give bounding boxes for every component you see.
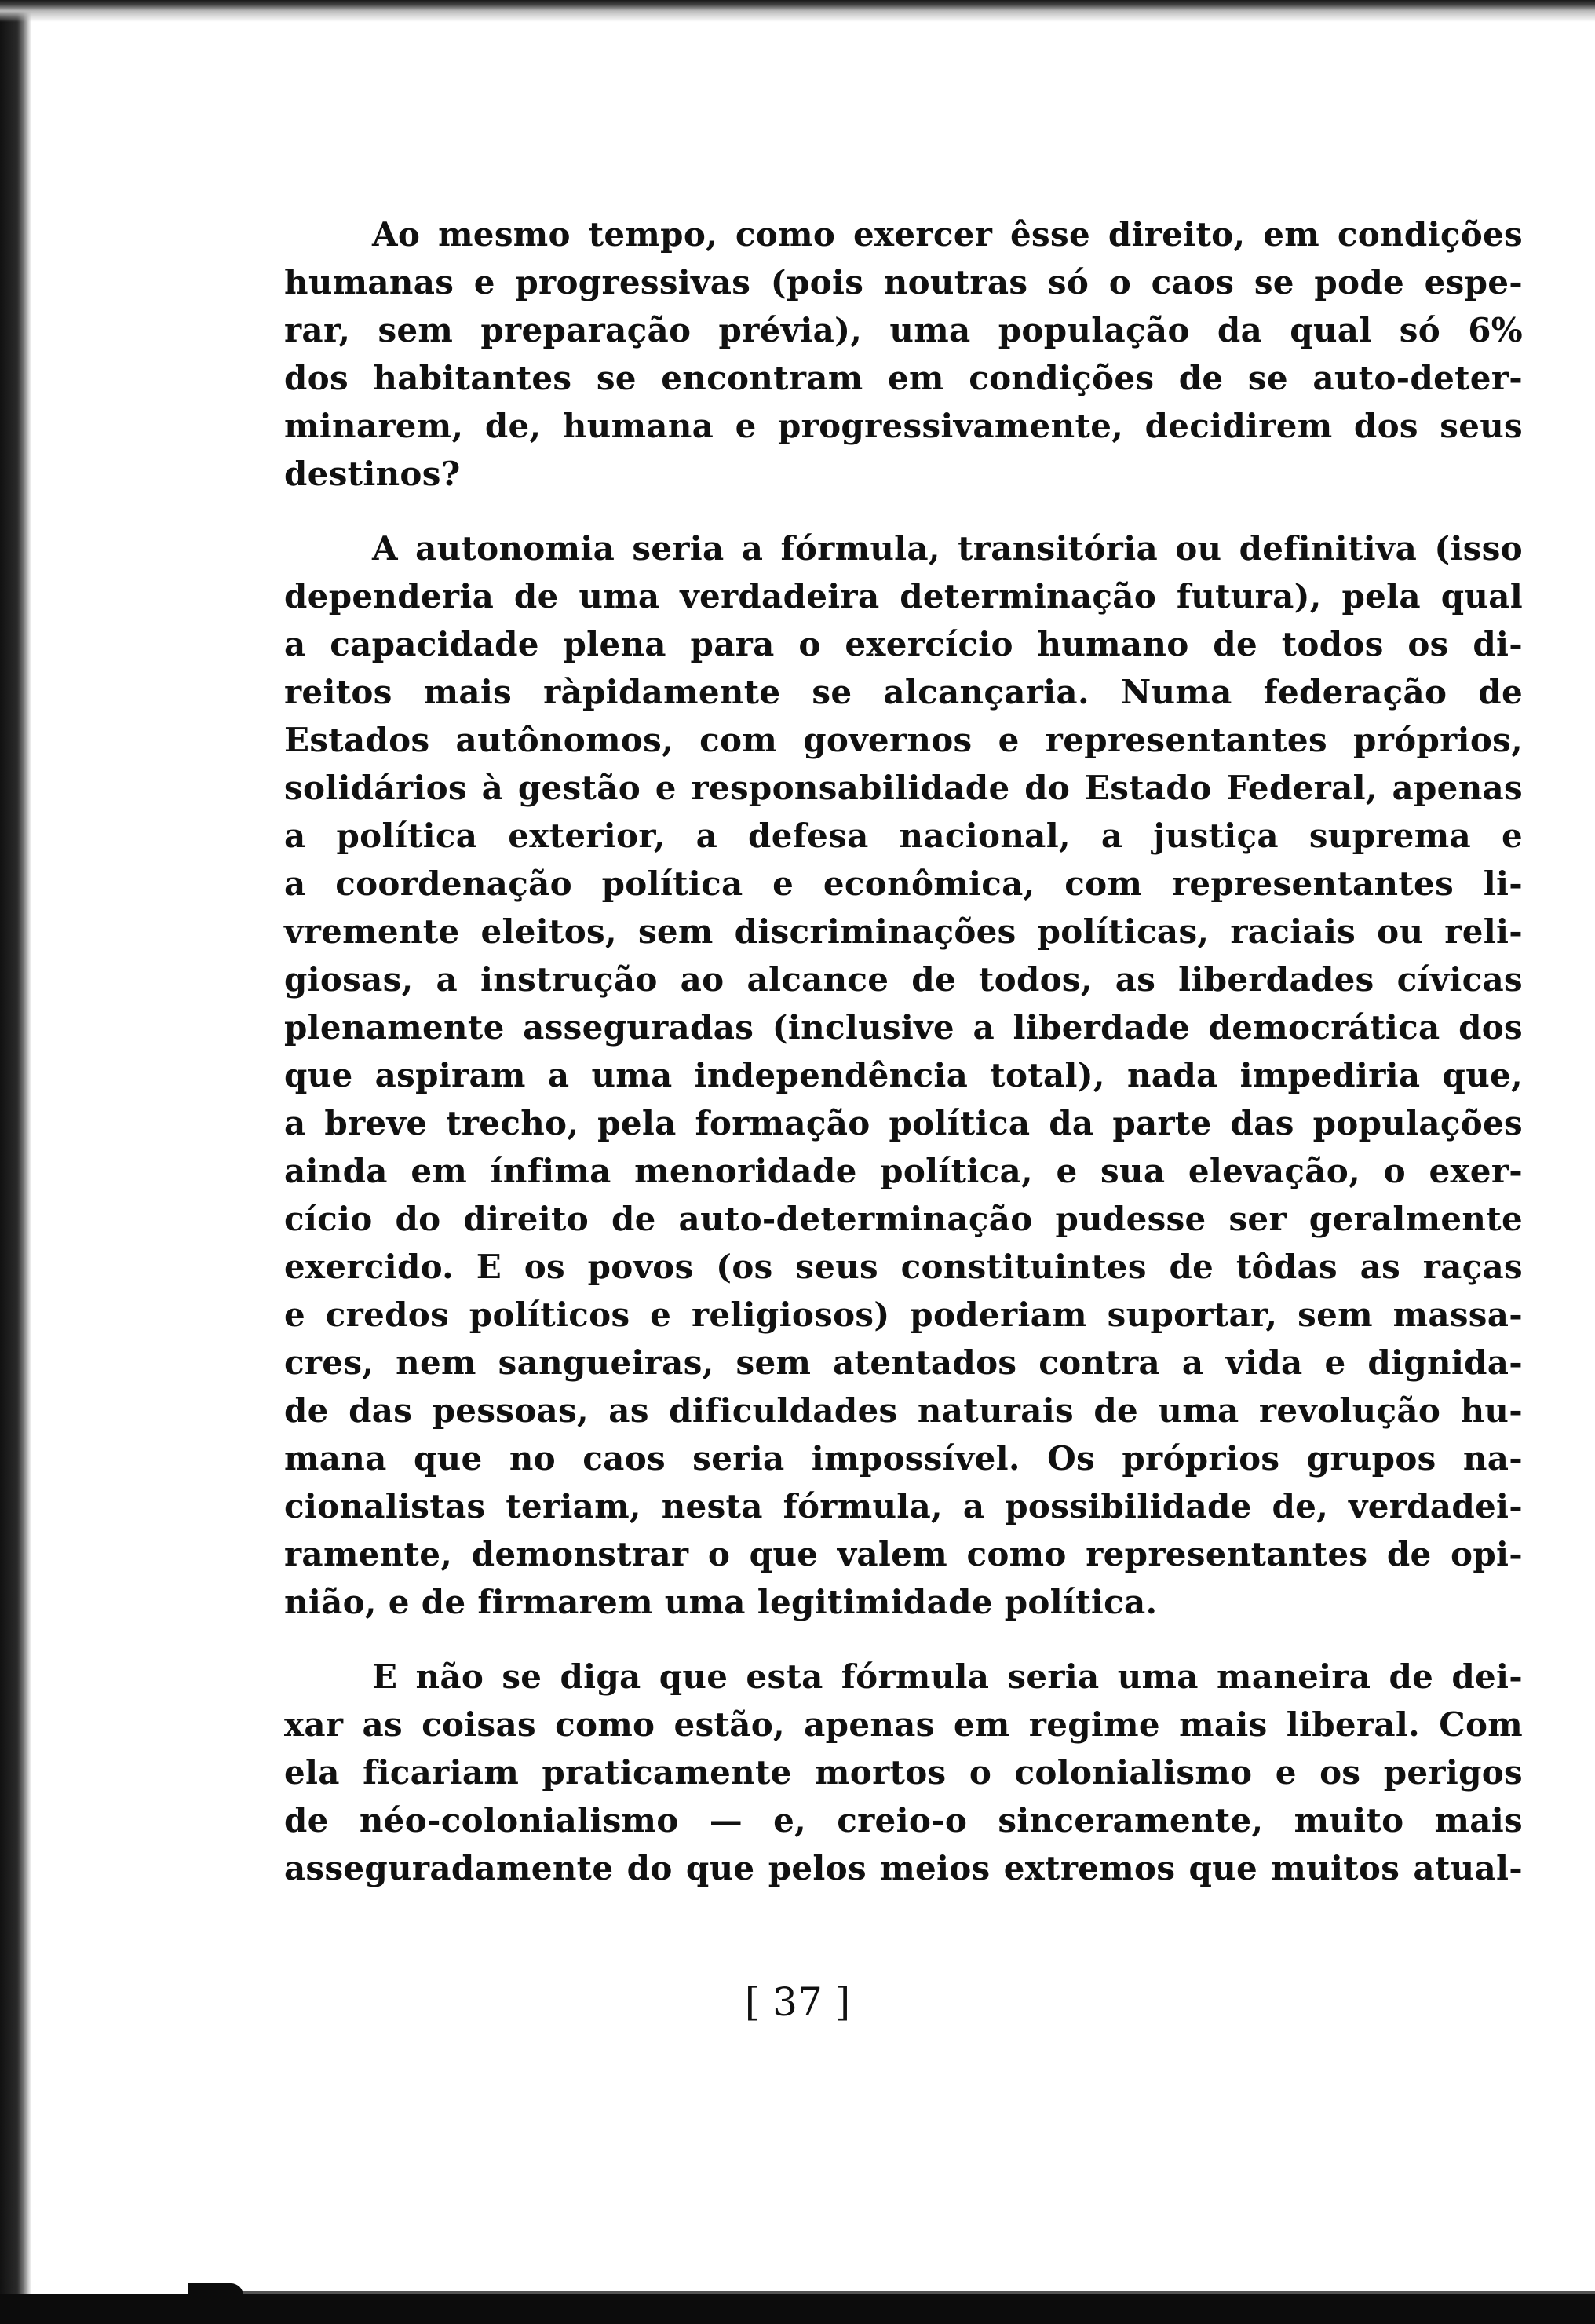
text-line: reitos mais ràpidamente se alcançaria. Numa federação de (284, 673, 1523, 711)
scan-left-edge (0, 0, 31, 2324)
text-line: ela ficariam praticamente mortos o colonialismo e os perigos (284, 1753, 1523, 1792)
text-line: minarem, de, humana e progressivamente, decidirem dos seus (284, 407, 1523, 445)
text-line: cionalistas teriam, nesta fórmula, a possibilidade de, verdadei- (284, 1487, 1523, 1526)
text-line: rar, sem preparação prévia), uma população da qual só 6% (284, 311, 1523, 349)
text-line: a coordenação política e econômica, com representantes li- (284, 864, 1523, 903)
text-line: de das pessoas, as dificuldades naturais de uma revolução hu- (284, 1391, 1523, 1430)
text-line: solidários à gestão e responsabilidade do Estado Federal, apenas (284, 769, 1523, 807)
text-line: A autonomia seria a fórmula, transitória ou definitiva (isso (372, 529, 1523, 568)
text-line: mana que no caos seria impossível. Os próprios grupos na- (284, 1439, 1523, 1478)
text-line: dependeria de uma verdadeira determinação futura), pela qual (284, 577, 1523, 616)
text-line: Estados autônomos, com governos e representantes próprios, (284, 721, 1523, 759)
paragraph-3 (284, 1653, 1523, 1892)
text-line: humanas e progressivas (pois noutras só o caos se pode espe- (284, 263, 1523, 301)
text-line: ramente, demonstrar o que valem como representantes de opi- (284, 1535, 1523, 1573)
text-line: nião, e de firmarem uma legitimidade política. (284, 1583, 1158, 1621)
scan-bottom-edge (0, 2277, 1595, 2324)
body-text (284, 210, 1523, 1919)
text-line: cres, nem sangueiras, sem atentados contra a vida e dignida- (284, 1343, 1523, 1382)
paragraph-1 (284, 210, 1523, 498)
text-line: vremente eleitos, sem discriminações políticas, raciais ou reli- (284, 912, 1523, 951)
text-line: exercido. E os povos (os seus constituintes de tôdas as raças (284, 1248, 1523, 1286)
paragraph-2 (284, 524, 1523, 1626)
text-line: que aspiram a uma independência total), nada impediria que, (284, 1056, 1523, 1094)
text-line: Ao mesmo tempo, como exercer êsse direito, em condições (372, 215, 1523, 254)
text-line: de néo-colonialismo — e, creio-o sinceramente, muito mais (284, 1801, 1523, 1840)
text-line: e credos políticos e religiosos) poderiam suportar, sem massa- (284, 1295, 1523, 1334)
text-line: ainda em ínfima menoridade política, e sua elevação, o exer- (284, 1152, 1523, 1190)
text-line: cício do direito de auto-determinação pudesse ser geralmente (284, 1200, 1523, 1238)
text-line: giosas, a instrução ao alcance de todos, as liberdades cívicas (284, 960, 1523, 999)
text-line: E não se diga que esta fórmula seria uma maneira de dei- (372, 1657, 1523, 1696)
text-line: a breve trecho, pela formação política da parte das populações (284, 1104, 1523, 1142)
text-line: xar as coisas como estão, apenas em regime mais liberal. Com (284, 1705, 1523, 1744)
text-line: plenamente asseguradas (inclusive a liberdade democrática dos (284, 1008, 1523, 1047)
text-line: asseguradamente do que pelos meios extremos que muitos atual- (284, 1849, 1523, 1887)
scan-top-edge (0, 0, 1595, 22)
page-number: [ 37 ] (744, 1979, 851, 2025)
text-line: destinos? (284, 455, 461, 493)
text-line: dos habitantes se encontram em condições de se auto-deter- (284, 359, 1523, 397)
text-line: a capacidade plena para o exercício humano de todos os di- (284, 625, 1523, 663)
text-line: a política exterior, a defesa nacional, a justiça suprema e (284, 817, 1523, 855)
